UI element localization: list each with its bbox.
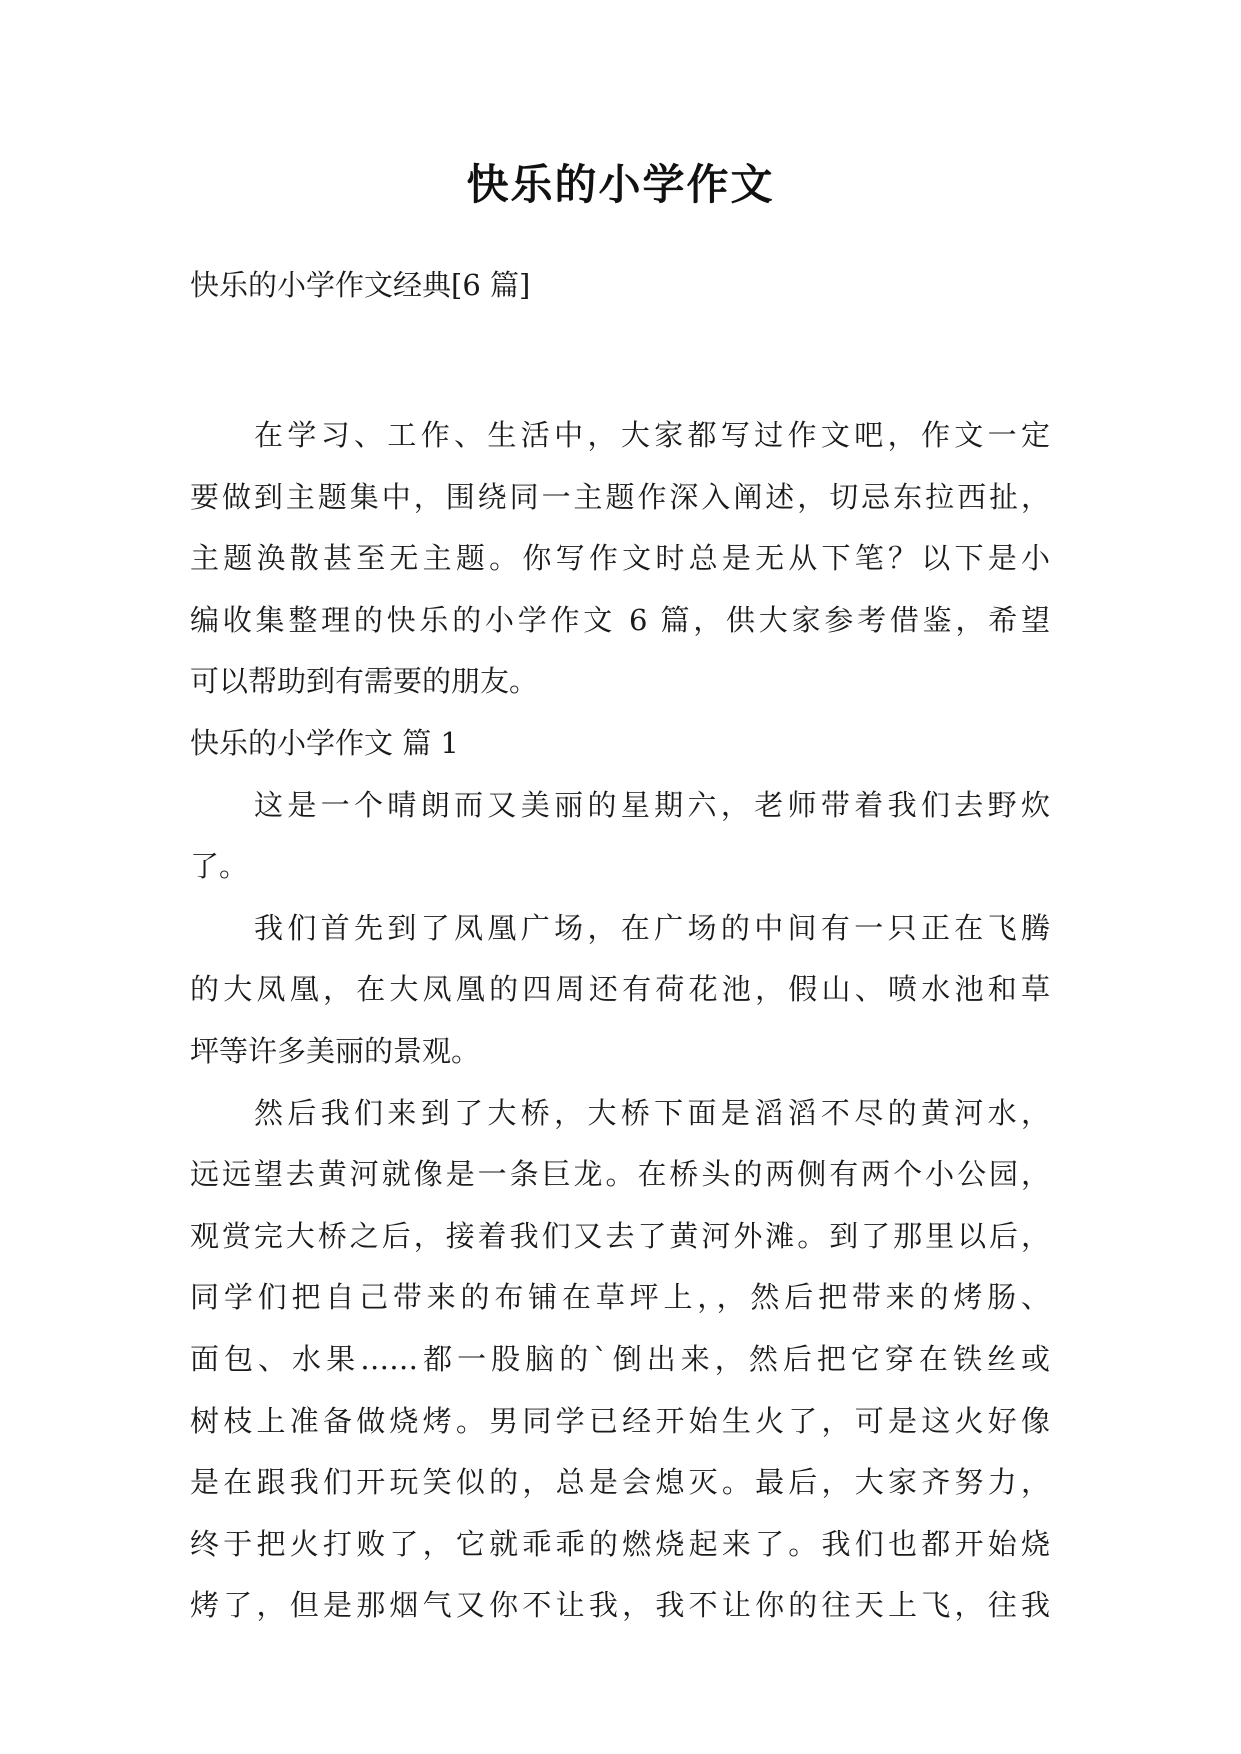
text-line: 同学们把自己带来的布铺在草坪上，，然后把带来的烤肠、 [190, 1280, 1050, 1315]
paragraph-1 [190, 775, 1050, 898]
text-line: 观赏完大桥之后，接着我们又去了黄河外滩。到了那里以后， [190, 1218, 1050, 1253]
text-line: 然后我们来到了大桥，大桥下面是滔滔不尽的黄河水， [254, 1095, 1050, 1130]
paragraph-2 [190, 898, 1050, 1083]
text-line: 可以帮助到有需要的朋友。 [190, 664, 539, 699]
text-line: 烤了，但是那烟气又你不让我，我不让你的往天上飞，往我 [190, 1588, 1050, 1623]
text-line: 主题涣散甚至无主题。你写作文时总是无从下笔？以下是小 [190, 541, 1050, 576]
document-body [190, 405, 1050, 1637]
text-line: 我们首先到了凤凰广场，在广场的中间有一只正在飞腾 [254, 910, 1050, 945]
text-line: 要做到主题集中，围绕同一主题作深入阐述，切忌东拉西扯， [190, 479, 1050, 514]
text-line: 编收集整理的快乐的小学作文 6 篇，供大家参考借鉴，希望 [190, 602, 1050, 637]
text-line: 面包、水果……都一股脑的`倒出来，然后把它穿在铁丝或 [190, 1341, 1050, 1376]
text-line: 的大凤凰，在大凤凰的四周还有荷花池，假山、喷水池和草 [190, 972, 1050, 1007]
text-line: 坪等许多美丽的景观。 [190, 1033, 481, 1068]
text-line: 了。 [190, 849, 249, 884]
document-subtitle: 快乐的小学作文经典[6 篇] [190, 268, 531, 302]
text-line: 远远望去黄河就像是一条巨龙。在桥头的两侧有两个小公园， [190, 1157, 1050, 1192]
text-line: 树枝上准备做烧烤。男同学已经开始生火了，可是这火好像 [190, 1403, 1050, 1438]
paragraph-3 [190, 1083, 1050, 1637]
text-line: 在学习、工作、生活中，大家都写过作文吧，作文一定 [254, 418, 1050, 452]
intro-paragraph [190, 405, 1050, 713]
text-line: 这是一个晴朗而又美丽的星期六，老师带着我们去野炊 [254, 787, 1050, 822]
section-heading: 快乐的小学作文 篇 1 [190, 725, 459, 760]
text-line: 终于把火打败了，它就乖乖的燃烧起来了。我们也都开始烧 [190, 1526, 1050, 1561]
document-title: 快乐的小学作文 [466, 160, 775, 209]
text-line: 是在跟我们开玩笑似的，总是会熄灭。最后，大家齐努力， [190, 1465, 1050, 1500]
